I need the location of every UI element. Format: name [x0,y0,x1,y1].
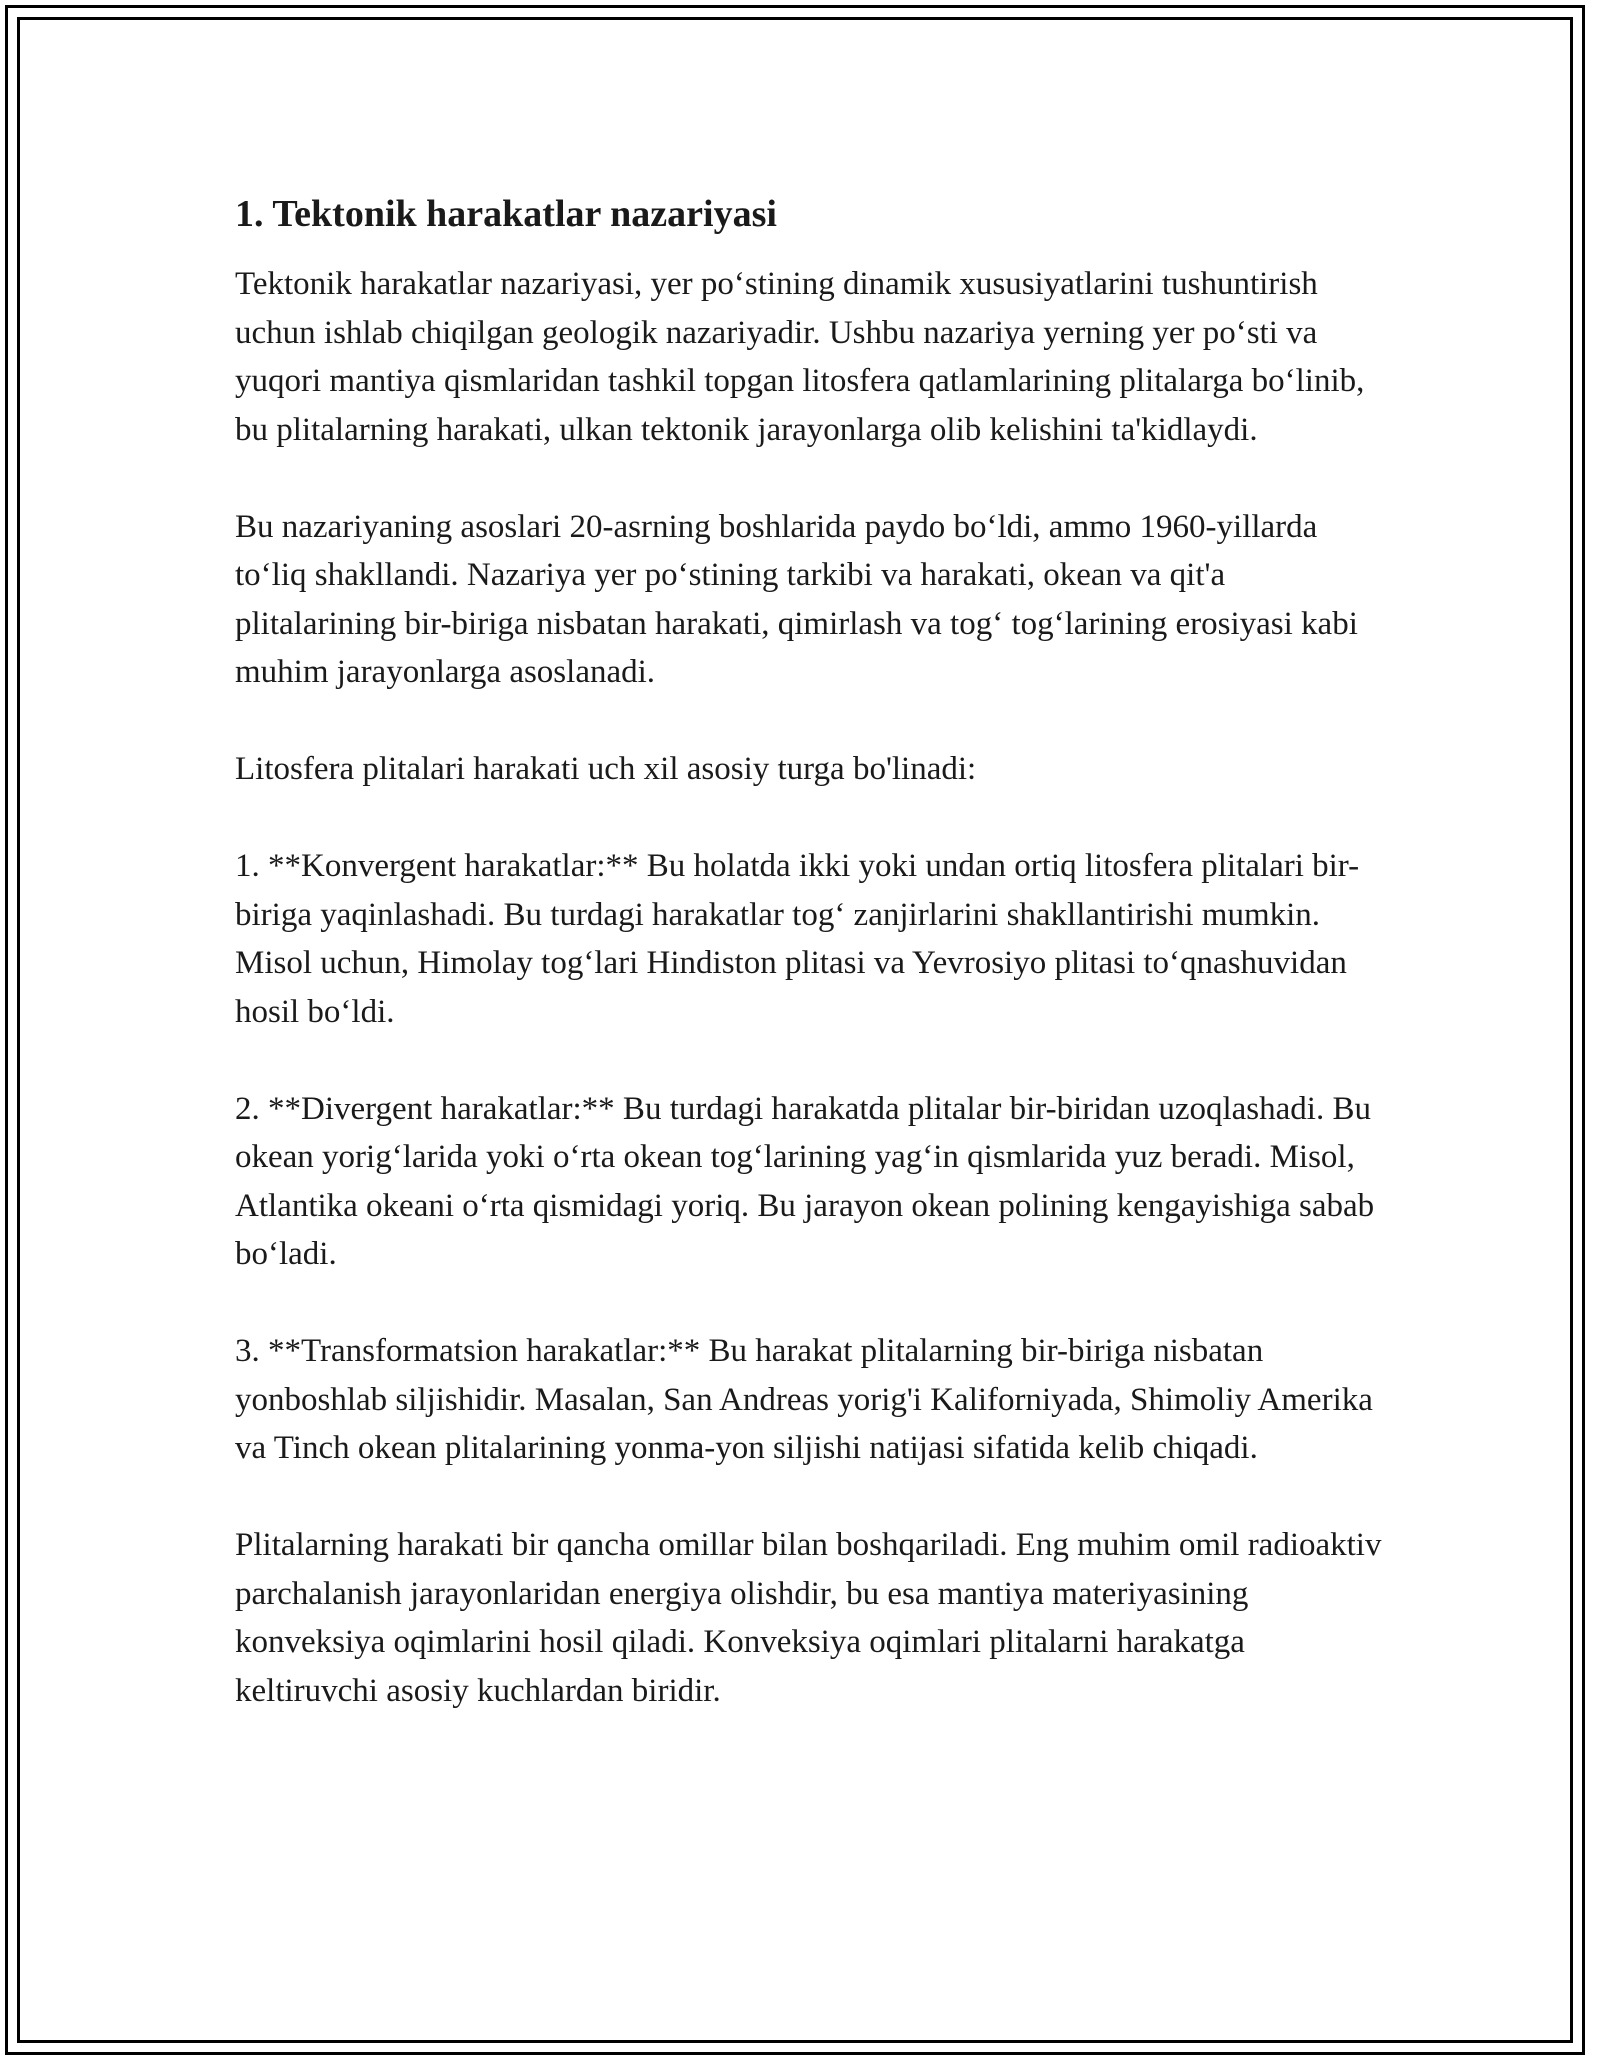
paragraph-convergent: 1. **Konvergent harakatlar:** Bu holatda ikki yoki undan ortiq litosfera plitalari bir-biriga yaqinlashadi. Bu turdagi harakatlar tog‘ zanjirlarini shakllantirishi mumkin. Misol uchun, Himolay tog‘lari Hindiston plitasi va Yevrosiyo plitasi to‘qnashuvidan hosil bo‘ldi. [235,848,1360,1030]
paragraph-divergent: 2. **Divergent harakatlar:** Bu turdagi harakatda plitalar bir-biridan uzoqlashadi. Bu okean yorig‘larida yoki o‘rta okean tog‘larining yag‘in qismlarida yuz beradi. Misol, Atlantika okeani o‘rta qismidagi yoriq. Bu jarayon okean polining kengayishiga sabab bo‘ladi. [235,1090,1375,1272]
section-heading: 1. Tektonik harakatlar nazariyasi [235,193,777,235]
paragraph-intro: Tektonik harakatlar nazariyasi, yer po‘stining dinamik xususiyatlarini tushuntirish uchun ishlab chiqilgan geologik nazariyadir. Ushbu nazariya yerning yer po‘sti va yuqori mantiya qismlaridan tashkil topgan litosfera qatlamlarining plitalarga bo‘linib, bu plitalarning harakati, ulkan tektonik jarayonlarga olib kelishini ta'kidlaydi. [235,266,1365,448]
paragraph-transform: 3. **Transformatsion harakatlar:** Bu harakat plitalarning bir-biriga nisbatan yonboshlab siljishidir. Masalan, San Andreas yorig'i Kaliforniyada, Shimoliy Amerika va Tinch okean plitalarining yonma-yon siljishi natijasi sifatida kelib chiqadi. [235,1333,1373,1466]
paragraph-history: Bu nazariyaning asoslari 20-asrning boshlarida paydo bo‘ldi, ammo 1960-yillarda to‘liq shakllandi. Nazariya yer po‘stining tarkibi va harakati, okean va qit'a plitalarining bir-biriga nisbatan harakati, qimirlash va tog‘ tog‘larining erosiyasi kabi muhim jarayonlarga asoslanadi. [235,508,1358,690]
paragraph-driving-forces: Plitalarning harakati bir qancha omillar bilan boshqariladi. Eng muhim omil radioaktiv parchalanish jarayonlaridan energiya olishdir, bu esa mantiya materiyasining konveksiya oqimlarini hosil qiladi. Konveksiya oqimlari plitalarni harakatga keltiruvchi asosiy kuchlardan biridir. [235,1527,1382,1709]
document-body [235,190,1385,1764]
paragraph-types-intro: Litosfera plitalari harakati uch xil asosiy turga bo'linadi: [235,751,977,787]
